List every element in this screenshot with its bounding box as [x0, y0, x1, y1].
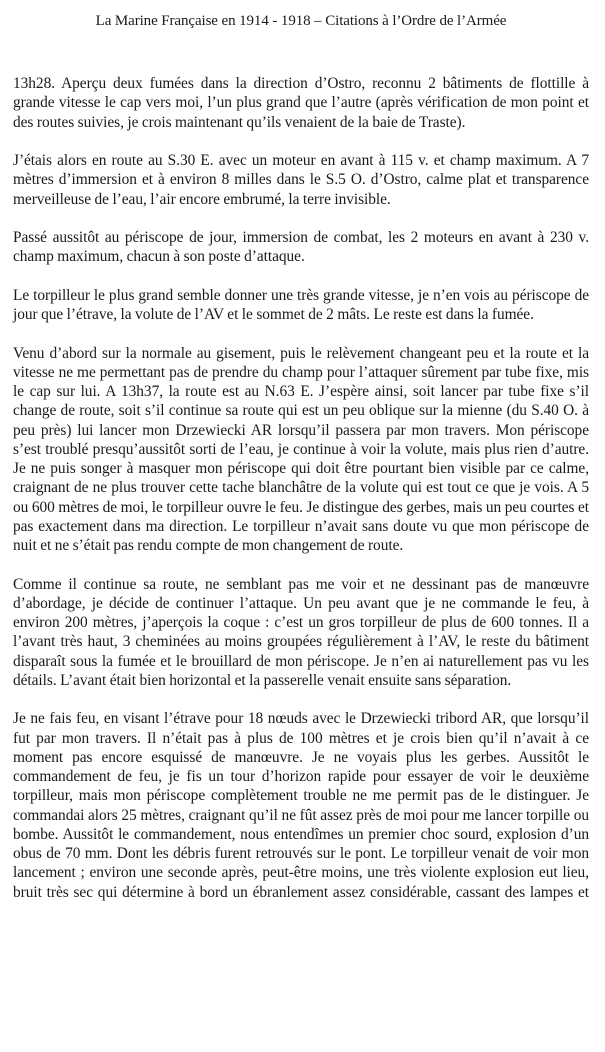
paragraph-fire: Je ne fais feu, en visant l’étrave pour 18 nœuds avec le Drzewiecki tribord AR, que lorsqu’il fut par mon travers. Il n’était pas à plus de 100 mètres et je crois bien qu’il n’avait à ce moment pas encore esquissé de manœuvre. Je ne voyais plus les gerbes. Aussitôt le commandement de feu, je fis un tour d’horizon rapide pour essayer de voir le deuxième torpilleur, mais mon périscope complètement trouble ne me permit pas de le distinguer. Je commandai alors 25 mètres, craignant qu’il ne fût assez près de moi pour me lancer torpille ou bombe. Aussitôt le commandement, nous entendîmes un premier choc sourd, explosion d’un obus de 70 mm. Dont les débris furent retrouvés sur le pont. Le torpilleur venait de voir mon lancement ; environ une seconde après, peut-être moins, une très violente explosion eut lieu, bruit très sec qui détermine à bord un ébranlement assez considérable, cassant des lampes et [13, 710, 589, 901]
running-header: La Marine Française en 1914 - 1918 – Citations à l’Ordre de l’Armée [95, 13, 507, 29]
paragraph-approach: Venu d’abord sur la normale au gisement, puis le relèvement changeant peu et la route et la vitesse ne me permettant pas de prendre du champ pour l’attaquer sûrement par tube fixe, mis le cap sur lui. A 13h37, la route est au N.63 E. J’espère ainsi, soit lancer par tube fixe s’il change de route, soit s’il continue sa route qui est un peu oblique sur la mienne (du S.40 O. à peu près) lui lancer mon Drzewiecki AR lorsqu’il passera par mon travers. Mon périscope s’est troublé presqu’aussitôt sorti de l’eau, je continue à voir la volute, mais plus rien d’autre. Je ne puis songer à masquer mon périscope qui doit être pourtant bien visible par ce calme, craignant de ne plus trouver cette tache blanchâtre de la volute qui est tout ce que je vois. A 5 ou 600 mètres de moi, le torpilleur ouvre le feu. Je distingue des gerbes, mais un peu courtes et pas exactement dans ma direction. Le torpilleur n’avait sans doute vu que mon périscope de nuit et ne s’était pas rendu compte de mon changement de route. [13, 344, 589, 554]
paragraph-periscope: Passé aussitôt au périscope de jour, immersion de combat, les 2 moteurs en avant à 230 v. champ maximum, chacun à son poste d’attaque. [13, 229, 589, 266]
paragraph-route: J’étais alors en route au S.30 E. avec un moteur en avant à 115 v. et champ maximum. A 7 mètres d’immersion et à environ 8 milles dans le S.5 O. d’Ostro, calme plat et transparence merveilleuse de l’eau, l’air encore embrumé, la terre invisible. [13, 152, 589, 208]
document-body [13, 74, 589, 902]
paragraph-torpedo-boat: Le torpilleur le plus grand semble donner une très grande vitesse, je n’en vois au périscope de jour que l’étrave, la volute de l’AV et le sommet de 2 mâts. Le reste est dans la fumée. [13, 286, 589, 323]
paragraph-attack: Comme il continue sa route, ne semblant pas me voir et ne dessinant pas de manœuvre d’abordage, je décide de continuer l’attaque. Un peu avant que je ne commande le feu, à environ 200 mètres, j’aperçois la coque : c’est un gros torpilleur de plus de 600 tonnes. Il a l’avant très haut, 3 cheminées au moins groupées régulièrement à l’AV, le reste du bâtiment disparaît sous la fumée et le brouillard de mon périscope. Je n’en ai naturellement pas vu les détails. L’avant était bien horizontal et la passerelle venait ensuite sans séparation. [13, 575, 589, 689]
document-page [13, 0, 589, 902]
paragraph-sighting: 13h28. Aperçu deux fumées dans la direction d’Ostro, reconnu 2 bâtiments de flottille à grande vitesse le cap vers moi, l’un plus grand que l’autre (après vérification de mon point et des routes suivies, je crois maintenant qu’ils venaient de la baie de Traste). [13, 75, 589, 131]
